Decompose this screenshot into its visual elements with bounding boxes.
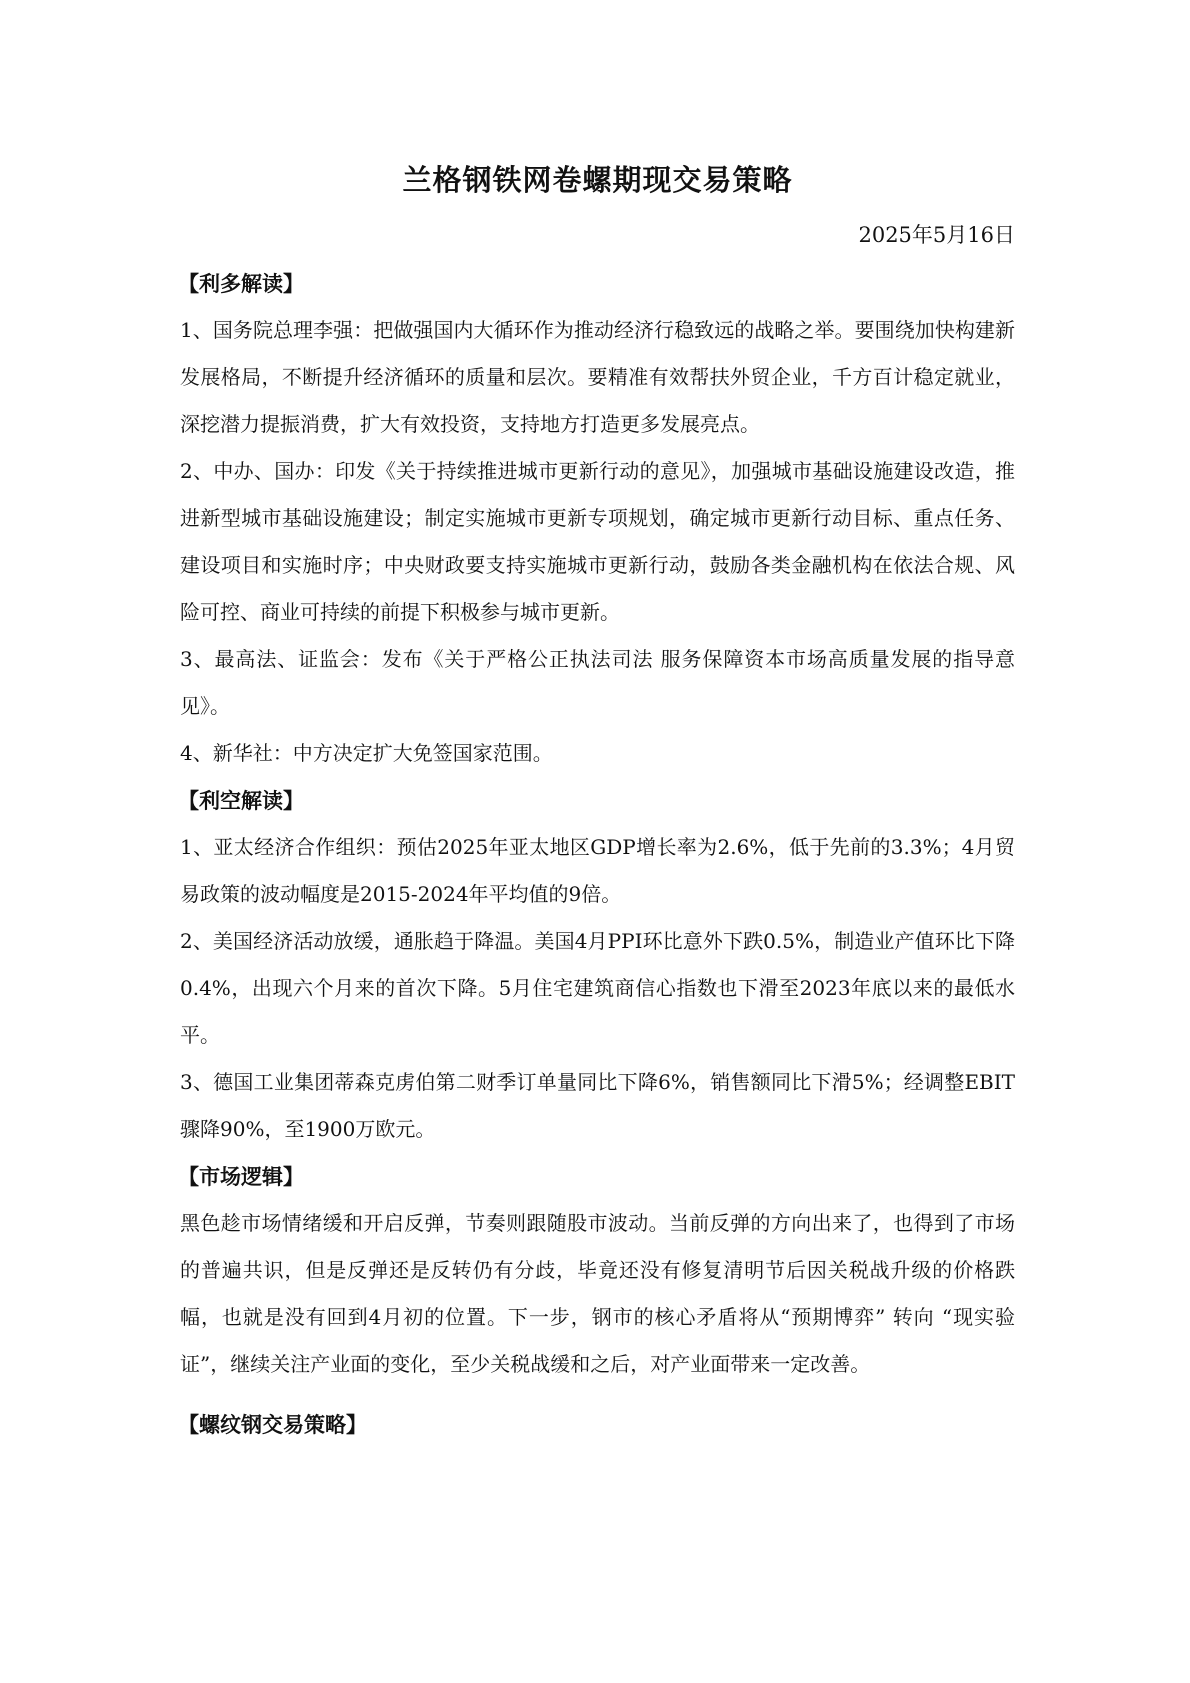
bullish-item-1: 1、国务院总理李强：把做强国内大循环作为推动经济行稳致远的战略之举。要围绕加快构建新发展格局，不断提升经济循环的质量和层次。要精准有效帮扶外贸企业，千方百计稳定就业，深挖潜力提振消费，扩大有效投资，支持地方打造更多发展亮点。 xyxy=(180,318,1015,436)
document-title: 兰格钢铁网卷螺期现交易策略 xyxy=(402,163,793,197)
document-date: 2025年5月16日 xyxy=(858,223,1015,247)
section-heading-rebar-strategy: 【螺纹钢交易策略】 xyxy=(178,1412,367,1437)
section-heading-bearish: 【利空解读】 xyxy=(178,788,304,813)
bearish-item-2: 2、美国经济活动放缓，通胀趋于降温。美国4月PPI环比意外下跌0.5%，制造业产值环比下降0.4%，出现六个月来的首次下降。5月住宅建筑商信心指数也下滑至2023年底以来的最低水平。 xyxy=(180,929,1015,1047)
bearish-item-3: 3、德国工业集团蒂森克虏伯第二财季订单量同比下降6%，销售额同比下滑5%；经调整EBIT骤降90%，至1900万欧元。 xyxy=(180,1070,1015,1141)
section-heading-market-logic: 【市场逻辑】 xyxy=(178,1164,304,1189)
document-body xyxy=(180,150,1015,1448)
market-logic-text: 黑色趁市场情绪缓和开启反弹，节奏则跟随股市波动。当前反弹的方向出来了，也得到了市场的普遍共识，但是反弹还是反转仍有分歧，毕竟还没有修复清明节后因关税战升级的价格跌幅，也就是没有回到4月初的位置。下一步，钢市的核心矛盾将从“预期博弈” 转向 “现实验证”，继续关注产业面的变化，至少关税战缓和之后，对产业面带来一定改善。 xyxy=(180,1211,1015,1376)
bullish-item-2: 2、中办、国办：印发《关于持续推进城市更新行动的意见》，加强城市基础设施建设改造，推进新型城市基础设施建设；制定实施城市更新专项规划，确定城市更新行动目标、重点任务、建设项目和实施时序；中央财政要支持实施城市更新行动，鼓励各类金融机构在依法合规、风险可控、商业可持续的前提下积极参与城市更新。 xyxy=(180,459,1015,624)
section-spacer xyxy=(180,1388,1015,1401)
bearish-item-1: 1、亚太经济合作组织：预估2025年亚太地区GDP增长率为2.6%，低于先前的3.3%；4月贸易政策的波动幅度是2015-2024年平均值的9倍。 xyxy=(180,835,1015,906)
bullish-item-3: 3、最高法、证监会：发布《关于严格公正执法司法 服务保障资本市场高质量发展的指导意见》。 xyxy=(180,647,1015,718)
bullish-item-4: 4、新华社：中方决定扩大免签国家范围。 xyxy=(180,741,553,765)
section-heading-bullish: 【利多解读】 xyxy=(178,271,304,296)
